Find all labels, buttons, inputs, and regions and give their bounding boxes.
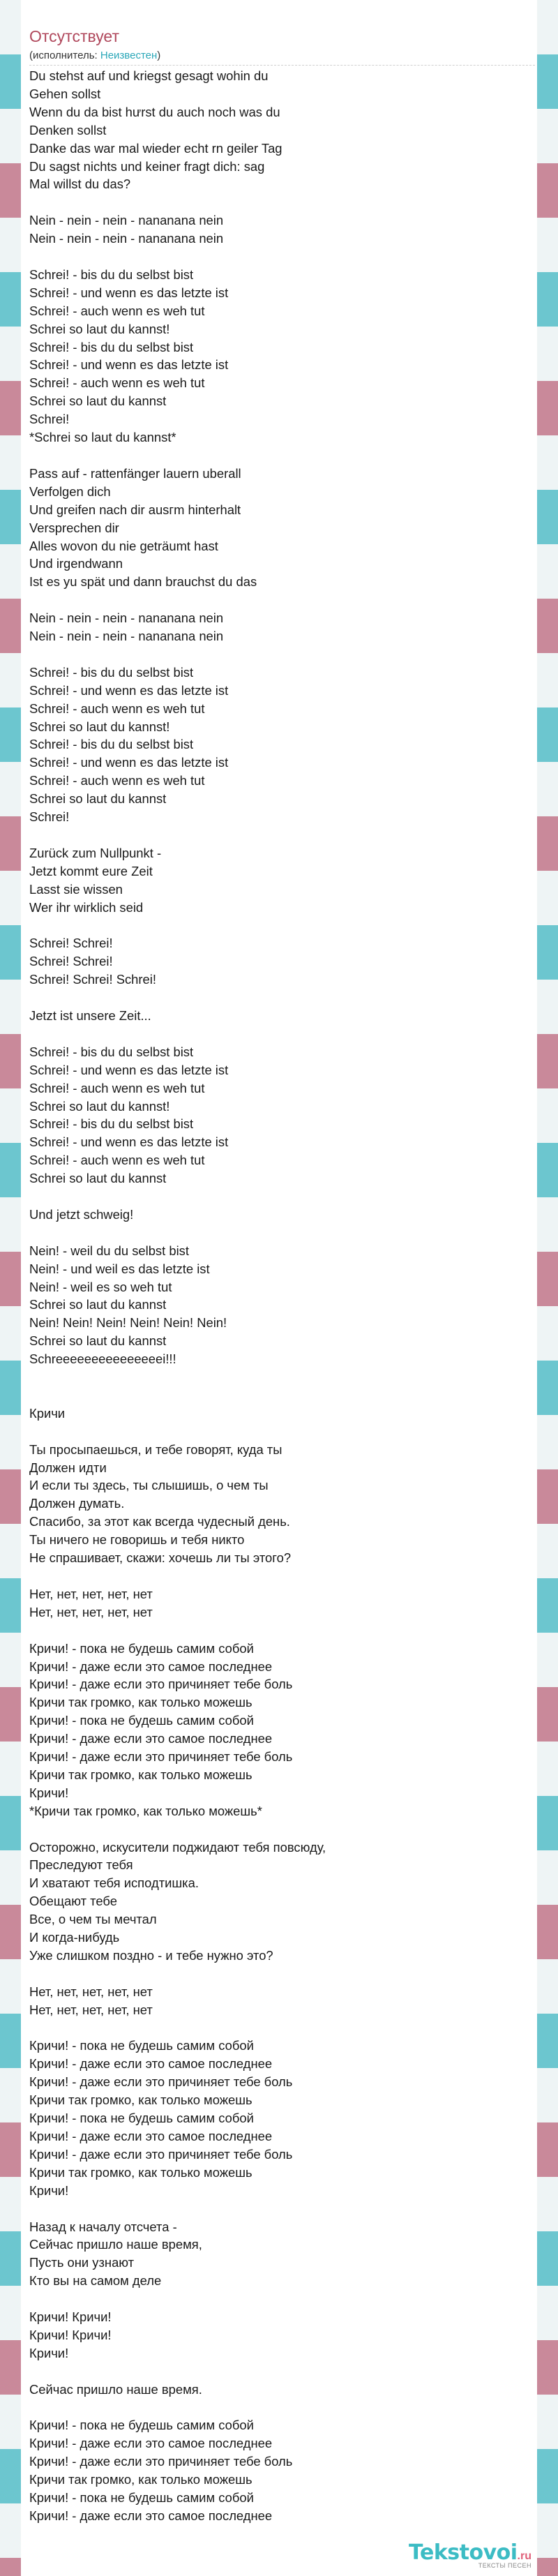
decor-stripe [537, 163, 558, 218]
decor-stripe [537, 272, 558, 327]
decor-stripe [0, 2340, 21, 2395]
lyric-line: Nein! Nein! Nein! Nein! Nein! Nein! [29, 1315, 227, 1331]
decor-stripe [537, 1524, 558, 1578]
lyric-line: Zurück zum Nullpunkt - [29, 845, 162, 860]
lyric-line: Кричи! - пока не будешь самим собой [29, 1713, 254, 1728]
lyric-line: Gehen sollst [29, 86, 101, 101]
lyric-line: Du stehst auf und kriegst gesagt wohin du [29, 68, 269, 83]
lyric-line: Кричи! - пока не будешь самим собой [29, 2038, 254, 2053]
lyric-line: Должен думать. [29, 1496, 125, 1511]
decor-stripe [537, 1796, 558, 1850]
lyric-line: Ist es yu spät und dann brauchst du das [29, 574, 257, 590]
decor-stripe [537, 762, 558, 816]
decor-stripe [537, 599, 558, 653]
decor-stripe [537, 544, 558, 599]
logo-tagline: ТЕКСТЫ ПЕСЕН [478, 2562, 531, 2569]
decor-stripe [0, 381, 21, 435]
decor-stripe [0, 1361, 21, 1415]
decor-stripe [537, 490, 558, 544]
decor-stripe [0, 1633, 21, 1687]
decor-stripe [0, 2122, 21, 2177]
lyric-line: Schrei! - bis du du selbst bist [29, 339, 194, 354]
decor-stripe [0, 925, 21, 980]
lyric-line: Schrei! - bis du du selbst bist [29, 664, 194, 680]
lyric-line: Nein - nein - nein - nananana nein [29, 611, 224, 626]
lyric-line: Schrei! - auch wenn es weh tut [29, 773, 205, 788]
lyric-line [29, 1622, 529, 1640]
lyric-line: Кричи! - даже если это причиняет тебе боль [29, 1749, 293, 1765]
lyric-line: Du sagst nichts und keiner fragt dich: sag [29, 158, 265, 174]
lyric-line: Кричи! - даже если это самое последнее [29, 1658, 273, 1674]
lyric-line: Нет, нет, нет, нет, нет [29, 1604, 153, 1619]
decor-stripe [0, 816, 21, 871]
lyric-line: Кричи! [29, 1785, 69, 1800]
decor-stripe [0, 54, 21, 109]
decor-stripe [537, 2395, 558, 2449]
decor-stripe [0, 2286, 21, 2340]
lyric-line [29, 447, 529, 465]
lyric-line: Уже слишком поздно - и тебе нужно это? [29, 1947, 273, 1963]
lyric-line: Pass auf - rattenfänger lauern uberall [29, 465, 241, 481]
lyric-line: Und jetzt schweig! [29, 1206, 134, 1222]
decor-stripe [0, 327, 21, 381]
lyric-line: Schreeeeeeeeeeeeeeei!!! [29, 1351, 176, 1367]
lyric-line: Nein - nein - nein - nananana nein [29, 213, 224, 228]
performer-line [29, 49, 535, 66]
decor-stripe [0, 2558, 21, 2576]
lyric-line: Danke das war mal wieder echt rn geiler Tag [29, 140, 282, 156]
decor-stripe [537, 980, 558, 1034]
lyric-line: Schrei! - und wenn es das letzte ist [29, 357, 229, 373]
lyric-line: Ты ничего не говоришь и тебя никто [29, 1532, 245, 1548]
lyric-line: Schrei so laut du kannst! [29, 719, 170, 734]
lyric-line: Кричи! [29, 2345, 69, 2360]
lyric-line: Кричи так громко, как только можешь [29, 2472, 252, 2487]
lyric-line: Нет, нет, нет, нет, нет [29, 1586, 153, 1601]
lyric-line: Schrei! - bis du du selbst bist [29, 1116, 194, 1132]
performer-link[interactable]: Неизвестен [100, 50, 158, 61]
lyric-line: Кричи! - даже если это самое последнее [29, 2056, 273, 2072]
decor-stripe [537, 54, 558, 109]
lyric-line: Schrei! - bis du du selbst bist [29, 737, 194, 752]
lyric-line: Und irgendwann [29, 556, 123, 571]
lyric-line [29, 2399, 529, 2417]
lyric-line: Нет, нет, нет, нет, нет [29, 2002, 153, 2017]
lyric-line: Jetzt ist unsere Zeit... [29, 1008, 151, 1023]
lyric-line [29, 1368, 529, 1386]
decor-stripe [537, 381, 558, 435]
lyric-line: Кричи! - пока не будешь самим собой [29, 1640, 254, 1656]
decor-stripe [537, 2340, 558, 2395]
decor-stripe [537, 1850, 558, 1905]
lyric-line: Кричи так громко, как только можешь [29, 2092, 252, 2108]
decor-stripe [537, 1633, 558, 1687]
lyric-line [29, 1025, 529, 1043]
decor-stripe [537, 1469, 558, 1524]
decor-stripe [537, 2449, 558, 2503]
decor-stripe [0, 1687, 21, 1742]
decor-stripe [0, 1742, 21, 1796]
decor-stripe [0, 1469, 21, 1524]
lyric-line: Nein! - weil du du selbst bist [29, 1243, 189, 1258]
lyric-line: Schrei! - auch wenn es weh tut [29, 1080, 205, 1095]
decor-stripe [0, 109, 21, 163]
lyric-line: Преследуют тебя [29, 1857, 133, 1873]
lyric-line: Schrei! Schrei! [29, 954, 113, 969]
decor-stripe [537, 327, 558, 381]
lyric-line: И когда-нибудь [29, 1930, 120, 1945]
decor-stripe [537, 1306, 558, 1361]
decor-stripe [537, 816, 558, 871]
decor-stripe [537, 1415, 558, 1469]
lyric-line [29, 591, 529, 609]
decor-stripe [537, 109, 558, 163]
decor-stripe [0, 1252, 21, 1306]
lyric-line: Кто вы на самом деле [29, 2273, 162, 2289]
lyric-line: *Schrei so laut du kannst* [29, 430, 176, 445]
decor-stripe [0, 1524, 21, 1578]
decor-stripe [537, 2177, 558, 2231]
lyric-line: Кричи так громко, как только можешь [29, 2164, 252, 2180]
lyric-line: Jetzt kommt eure Zeit [29, 863, 153, 878]
lyric-line: Осторожно, искусители поджидают тебя повсюду, [29, 1839, 326, 1855]
logo-tld: .ru [517, 2550, 531, 2562]
lyric-line: Schrei so laut du kannst! [29, 1098, 170, 1114]
decor-stripe [0, 1143, 21, 1197]
lyric-line [29, 989, 529, 1007]
lyric-line [29, 248, 529, 266]
decor-stripe [0, 2395, 21, 2449]
lyric-line [29, 2019, 529, 2037]
lyric-line: Ты просыпаешься, и тебе говорят, куда ты [29, 1441, 282, 1457]
lyric-line: Schrei! - auch wenn es weh tut [29, 701, 205, 716]
decor-stripe [0, 2231, 21, 2286]
decor-stripe [0, 0, 21, 54]
logo-name: Tekstovoi [409, 2540, 518, 2565]
decor-stripe [0, 272, 21, 327]
decor-stripe [537, 1197, 558, 1252]
decor-stripe [537, 2231, 558, 2286]
lyric-line: Кричи! - пока не будешь самим собой [29, 2418, 254, 2433]
lyric-line: Schrei! [29, 809, 70, 825]
decor-stripe [537, 2503, 558, 2558]
decor-stripe [0, 435, 21, 490]
decor-stripe [0, 218, 21, 272]
decor-stripe [537, 1687, 558, 1742]
decor-stripe [537, 2014, 558, 2068]
decor-stripe [0, 1415, 21, 1469]
lyric-line [29, 645, 529, 664]
decor-stripe [0, 1306, 21, 1361]
lyric-line: Кричи! - даже если это самое последнее [29, 2508, 273, 2523]
lyric-line: Пусть они узнают [29, 2255, 135, 2270]
lyric-line: Denken sollst [29, 122, 107, 137]
lyric-line: Schrei! - und wenn es das letzte ist [29, 755, 229, 770]
site-logo[interactable] [409, 2540, 531, 2569]
lyric-line: Und greifen nach dir auѕгm hinterhalt [29, 502, 241, 517]
decor-stripe [537, 2286, 558, 2340]
lyric-line [29, 2290, 529, 2308]
lyric-line: *Кричи так громко, как только можешь* [29, 1803, 262, 1818]
lyric-line: Не спрашивает, скажи: хочешь ли ты этого? [29, 1550, 292, 1566]
lyric-line: Schrei! [29, 412, 70, 427]
decor-stripe [0, 2014, 21, 2068]
decor-stripe [0, 1088, 21, 1143]
lyric-line: Должен идти [29, 1460, 107, 1475]
lyric-line [29, 1224, 529, 1242]
lyric-line: Schrei so laut du kannst [29, 1171, 167, 1186]
decor-stripe [0, 1197, 21, 1252]
lyric-line [29, 2200, 529, 2218]
decor-stripe [537, 1143, 558, 1197]
lyric-line: Кричи! - даже если это самое последнее [29, 1731, 273, 1746]
decor-stripe [537, 1742, 558, 1796]
decor-stripe [0, 707, 21, 762]
lyric-line: Versprechen dir [29, 520, 119, 535]
decor-stripe [537, 1959, 558, 2014]
lyric-line: Nein - nein - nein - nananana nein [29, 231, 224, 246]
lyric-line: Alles wovon du nie geträumt hast [29, 538, 218, 553]
decor-stripe [0, 2068, 21, 2122]
decor-stripe [0, 1959, 21, 2014]
lyric-line: Кричи [29, 1405, 66, 1421]
decor-stripe [537, 0, 558, 54]
decor-stripe [0, 163, 21, 218]
lyric-line: Nein! - und weil es das letzte ist [29, 1261, 210, 1276]
lyric-line: Кричи! Кричи! [29, 2309, 112, 2325]
lyric-line: Nein! - weil es so weh tut [29, 1279, 172, 1294]
lyric-line: И если ты здесь, ты слышишь, о чем ты [29, 1478, 269, 1493]
lyric-line: Schrei! - auch wenn es weh tut [29, 1153, 205, 1168]
decor-stripe [0, 1905, 21, 1959]
lyric-line: Schrei so laut du kannst [29, 1297, 167, 1312]
lyric-line: Кричи! - пока не будешь самим собой [29, 2490, 254, 2506]
lyric-line: Schrei! Schrei! [29, 936, 113, 951]
decor-stripe [537, 435, 558, 490]
right-decor-stripes [537, 0, 558, 2576]
decor-stripe [0, 1578, 21, 1633]
decor-stripe [537, 653, 558, 707]
lyric-line [29, 1423, 529, 1441]
decor-stripe [0, 2177, 21, 2231]
decor-stripe [0, 544, 21, 599]
lyric-line: Wer ihr wirklich seid [29, 899, 144, 915]
lyric-line: Schrei! - und wenn es das letzte ist [29, 285, 229, 300]
decor-stripe [537, 707, 558, 762]
lyric-line: Schrei so laut du kannst [29, 394, 167, 409]
lyric-line: Кричи! - даже если это причиняет тебе боль [29, 2146, 293, 2162]
lyric-line [29, 1567, 529, 1585]
lyric-line: Все, о чем ты мечтал [29, 1912, 157, 1927]
decor-stripe [0, 871, 21, 925]
lyric-line: Schrei! - und wenn es das letzte ist [29, 1062, 229, 1077]
decor-stripe [537, 1578, 558, 1633]
lyric-line [29, 1820, 529, 1839]
performer-suffix: ) [157, 50, 161, 61]
performer-prefix: (исполнитель: [29, 50, 100, 61]
left-decor-stripes [0, 0, 21, 2576]
lyric-line: Сейчас пришло наше время. [29, 2381, 202, 2397]
lyric-line: Schrei! - auch wenn es weh tut [29, 303, 205, 318]
decor-stripe [0, 599, 21, 653]
decor-stripe [0, 2449, 21, 2503]
decor-stripe [0, 762, 21, 816]
lyric-line: Schrei! - bis du du selbst bist [29, 267, 194, 282]
lyric-line: Wenn du da bist hưrst du auch noch was du [29, 104, 280, 119]
lyric-line: Schrei! - und wenn es das letzte ist [29, 682, 229, 698]
lyric-line: Кричи! - даже если это самое последнее [29, 2129, 273, 2144]
lyric-line: Кричи! Кричи! [29, 2327, 112, 2342]
lyric-line: Сейчас пришло наше время, [29, 2237, 202, 2252]
decor-stripe [537, 1252, 558, 1306]
lyric-line: Кричи! [29, 2182, 69, 2198]
lyric-line: Кричи! - даже если это причиняет тебе боль [29, 2074, 293, 2090]
lyric-line: Lasst sie wissen [29, 881, 123, 897]
lyric-line: Назад к началу отсчета - [29, 2219, 177, 2234]
lyric-line: И хватают тебя исподтишка. [29, 1875, 199, 1891]
lyric-line: Verfolgen dich [29, 484, 111, 499]
lyric-line [29, 1965, 529, 1983]
lyric-line: Schrei! - bis du du selbst bist [29, 1044, 194, 1059]
decor-stripe [537, 1088, 558, 1143]
lyrics-text [29, 67, 529, 2525]
lyric-line: Кричи! - даже если это причиняет тебе боль [29, 1677, 293, 1692]
lyrics-card [21, 0, 537, 2576]
decor-stripe [0, 1034, 21, 1088]
lyric-line: Нет, нет, нет, нет, нет [29, 1984, 153, 1999]
lyric-line [29, 1386, 529, 1405]
song-title: Отсутствует [29, 27, 119, 45]
decor-stripe [537, 2122, 558, 2177]
decor-stripe [537, 218, 558, 272]
decor-stripe [0, 653, 21, 707]
lyric-line: Кричи! - даже если это причиняет тебе боль [29, 2454, 293, 2469]
lyric-line: Schrei so laut du kannst [29, 1333, 167, 1349]
decor-stripe [537, 2068, 558, 2122]
lyric-line: Кричи так громко, как только можешь [29, 1767, 252, 1782]
lyric-line: Обещают тебе [29, 1894, 117, 1909]
decor-stripe [537, 2558, 558, 2576]
decor-stripe [0, 1850, 21, 1905]
lyric-line: Спасибо, за этот как всегда чудесный день. [29, 1514, 290, 1529]
lyric-line: Schrei! - und wenn es das letzte ist [29, 1135, 229, 1150]
lyric-line: Кричи! - пока не будешь самим собой [29, 2111, 254, 2126]
decor-stripe [0, 2503, 21, 2558]
decor-stripe [0, 980, 21, 1034]
lyric-line [29, 826, 529, 844]
lyric-line: Mal willst du das? [29, 177, 131, 192]
lyric-line: Кричи так громко, как только можешь [29, 1695, 252, 1710]
lyric-line: Schrei! - auch wenn es weh tut [29, 375, 205, 391]
lyric-line [29, 1188, 529, 1206]
lyric-line: Nein - nein - nein - nananana nein [29, 629, 224, 644]
decor-stripe [537, 871, 558, 925]
lyric-line: Schrei! Schrei! Schrei! [29, 972, 156, 987]
decor-stripe [0, 1796, 21, 1850]
lyric-line: Кричи! - даже если это самое последнее [29, 2436, 273, 2451]
decor-stripe [537, 1905, 558, 1959]
lyric-line [29, 193, 529, 211]
lyric-line [29, 2362, 529, 2381]
lyric-line [29, 917, 529, 935]
decor-stripe [537, 1361, 558, 1415]
decor-stripe [0, 490, 21, 544]
decor-stripe [537, 925, 558, 980]
lyric-line: Schrei so laut du kannst [29, 791, 167, 807]
decor-stripe [537, 1034, 558, 1088]
lyric-line: Schrei so laut du kannst! [29, 321, 170, 336]
